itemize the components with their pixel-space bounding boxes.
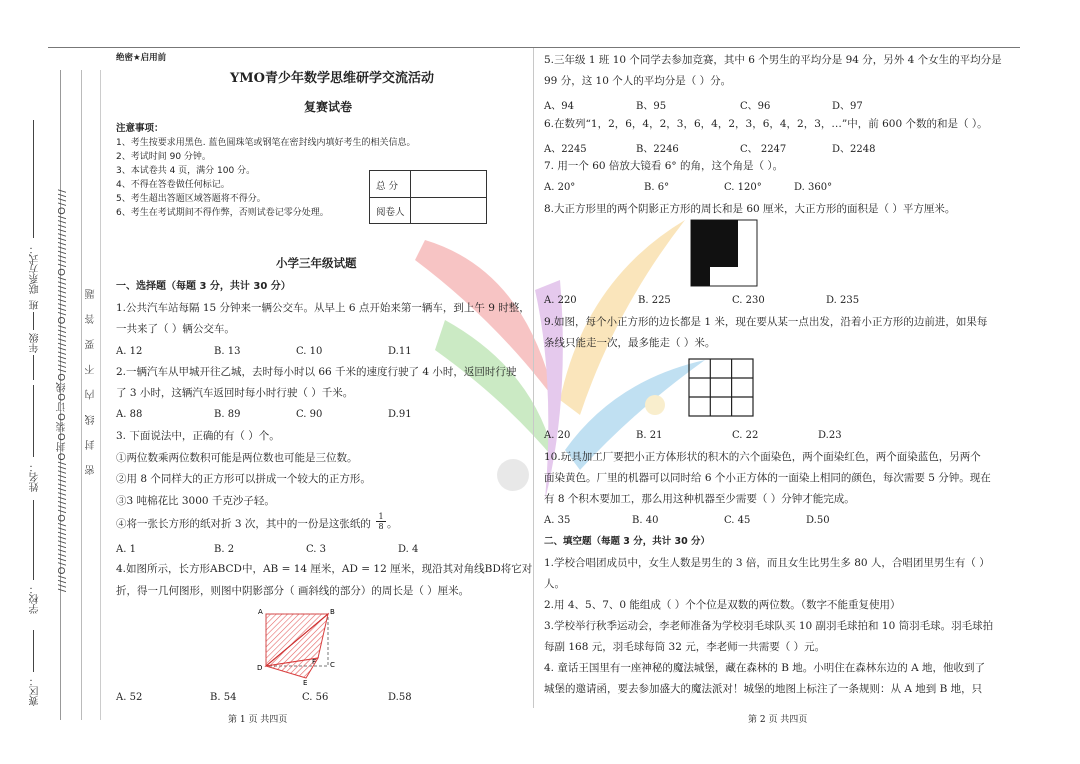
reviewer-cell[interactable]	[412, 198, 484, 222]
total-score-label: 总 分	[376, 181, 399, 192]
reviewer-label: 阅卷人	[376, 207, 405, 218]
part1-heading: 一、选择题（每题 3 分，共计 30 分）	[116, 281, 291, 292]
q3-option-d[interactable]: D. 4	[398, 544, 419, 555]
school-label: 学校：	[30, 584, 41, 614]
q10-option-d[interactable]: D.50	[806, 515, 830, 526]
fill-2: 2.用 4、5、7、0 能组成（ ）个个位是双数的两位数。（数字不能重复使用）	[544, 599, 901, 611]
notice-item: 4、不得在答卷做任何标记。	[116, 180, 230, 190]
q8-square-figure	[690, 219, 758, 287]
point-label-d: D	[257, 664, 263, 672]
q10-option-b[interactable]: B. 40	[632, 515, 659, 526]
q6-option-b[interactable]: B、2246	[636, 144, 679, 155]
notice-item: 2、考试时间 90 分钟。	[116, 152, 211, 162]
region-label: 赛区：	[30, 676, 41, 706]
q3-statement: ①两位数乘两位数积可能是两位数也可能是三位数。	[116, 452, 358, 464]
fraction-denominator: 8	[376, 521, 386, 531]
q2-option-c[interactable]: C. 90	[296, 409, 323, 420]
fill-1-line: 人。	[544, 578, 565, 590]
q3-option-a[interactable]: A. 1	[116, 544, 136, 555]
q3-option-c[interactable]: C. 3	[306, 544, 327, 555]
school-field[interactable]	[33, 500, 34, 580]
binding-line	[100, 70, 101, 720]
q7-option-a[interactable]: A. 20°	[544, 182, 576, 193]
question-2-line: 了 3 小时，这辆汽车返回时每小时行驶（ ）千米。	[116, 387, 354, 399]
secret-mark: 绝密★启用前	[116, 53, 167, 63]
q3-statement: ③3 吨棉花比 3000 千克沙子轻。	[116, 495, 275, 507]
contact-field[interactable]	[33, 120, 34, 238]
question-2-line: 2.一辆汽车从甲城开往乙城，去时每小时以 66 千米的速度行驶了 4 小时，返回时行驶	[116, 366, 517, 378]
q4-option-a[interactable]: A. 52	[116, 692, 143, 703]
page-footer-right: 第 2 页 共四页	[748, 715, 808, 725]
total-score-cell[interactable]	[412, 172, 484, 196]
question-5-line: 5.三年级 1 班 10 个同学去参加竞赛，其中 6 个男生的平均分是 94 分，另外 4 个女生的平均分是	[544, 54, 1002, 66]
score-divider	[410, 171, 411, 223]
question-10-line: 面染黄色。厂里的机器可以同时给 6 个小正方体的一面染上相同的颜色，每次需要 5 分钟。现在	[544, 472, 991, 484]
question-8: 8.大正方形里的两个阴影正方形的周长和是 60 厘米，大正方形的面积是（ ）平方厘米。	[544, 203, 956, 215]
q3-fraction	[376, 512, 386, 531]
grade-label: 年级	[30, 333, 41, 353]
exam-title: YMO青少年数学思维研学交流活动	[230, 71, 434, 86]
question-10-line: 有 8 个积木要加工，那么用这种机器至少需要（ ）分钟才能完成。	[544, 493, 855, 505]
q1-option-d[interactable]: D.11	[388, 346, 412, 357]
fill-3-line: 每副 168 元，羽毛球每筒 32 元，李老师一共需要（ ）元。	[544, 641, 826, 653]
class-field[interactable]	[33, 312, 34, 330]
q2-option-d[interactable]: D.91	[388, 409, 412, 420]
question-10-line: 10.玩具加工厂要把小正方体形状的积木的六个面染色，两个面染红色，两个面染蓝色，另两个	[544, 451, 981, 463]
exam-subtitle: 复赛试卷	[304, 100, 353, 114]
point-label-c: C	[330, 661, 335, 669]
grade-field[interactable]	[33, 355, 34, 380]
q10-option-a[interactable]: A. 35	[544, 515, 571, 526]
page-footer-left: 第 1 页 共四页	[228, 715, 288, 725]
name-label: 姓名：	[30, 462, 41, 492]
page-divider	[533, 48, 534, 708]
fill-4-line: 城堡的邀请函，要去参加盛大的魔法派对！城堡的地图上标注了一条规则：从 A 地到 B 地，只	[544, 683, 983, 695]
q3-end-mark: 。	[387, 518, 398, 530]
q6-option-c[interactable]: C、 2247	[740, 144, 787, 155]
q3-statement: ④将一张长方形的纸对折 3 次，其中的一份是这张纸的	[116, 518, 371, 530]
binding-line	[81, 70, 82, 720]
question-3-stem: 3. 下面说法中，正确的有（ ）个。	[116, 430, 280, 442]
q4-option-c[interactable]: C. 56	[302, 692, 329, 703]
name-field[interactable]	[33, 385, 34, 457]
question-6: 6.在数列“1，2，6，4，2，3，6，4，2，3，6，4，2，3，…”中，前 600 个数的和是（ ）。	[544, 118, 988, 130]
fill-3-line: 3.学校举行秋季运动会，李老师准备为学校羽毛球队买 10 副羽毛球拍和 10 筒羽毛球。羽毛球拍	[544, 620, 994, 632]
part2-heading: 二、填空题（每题 3 分，共计 30 分）	[544, 536, 711, 547]
notice-item: 3、本试卷共 4 页，满分 100 分。	[116, 166, 256, 176]
q6-option-d[interactable]: D、2248	[832, 144, 876, 155]
notice-item: 6、考生在考试期间不得作弊，否则试卷记零分处理。	[116, 208, 329, 218]
inner-notice: 密 封 线 内 不 要 答 题	[86, 282, 97, 475]
q6-option-a[interactable]: A、2245	[544, 144, 587, 155]
q7-option-c[interactable]: C. 120°	[724, 182, 762, 193]
fill-4-line: 4. 童话王国里有一座神秘的魔法城堡，藏在森林的 B 地。小明住在森林东边的 A 地，他收到了	[544, 662, 986, 674]
q8-option-c[interactable]: C. 230	[732, 295, 765, 306]
q4-figure	[252, 604, 352, 686]
question-7: 7. 用一个 60 倍放大镜看 6° 的角，这个角是（ ）。	[544, 160, 784, 172]
point-label-f: F	[312, 658, 317, 666]
q9-option-b[interactable]: B. 21	[636, 430, 663, 441]
q8-option-b[interactable]: B. 225	[638, 295, 671, 306]
q5-option-d[interactable]: D、97	[832, 101, 863, 112]
contact-label: 联系方式：	[30, 244, 41, 294]
q5-option-c[interactable]: C、96	[740, 101, 771, 112]
top-rule	[48, 47, 1020, 48]
notice-item: 5、考生超出答题区域答题将不得分。	[116, 194, 266, 204]
point-label-a: A	[258, 608, 263, 616]
question-4-line: 4.如图所示，长方形ABCD中，AB = 14 厘米，AD = 12 厘米，现沿其对角线BD将它对	[116, 563, 533, 575]
question-1-line: 一共来了（ ）辆公交车。	[116, 323, 235, 335]
q7-option-b[interactable]: B. 6°	[644, 182, 670, 193]
q2-option-b[interactable]: B. 89	[214, 409, 241, 420]
notice-heading: 注意事项：	[116, 123, 164, 134]
section-title: 小学三年级试题	[276, 256, 357, 270]
question-4-line: 折，得一几何图形，则图中阴影部分（ 画斜线的部分）的周长是（ ）厘米。	[116, 585, 470, 597]
q8-option-d[interactable]: D. 235	[826, 295, 860, 306]
q1-option-a[interactable]: A. 12	[116, 346, 143, 357]
score-table	[369, 170, 487, 224]
q5-option-b[interactable]: B、95	[636, 101, 667, 112]
q9-option-c[interactable]: C. 22	[732, 430, 759, 441]
question-1-line: 1.公共汽车站每隔 15 分钟来一辆公交车。从早上 6 点开始来第一辆车，到上午 9 时整，	[116, 302, 530, 314]
question-5-line: 99 分，这 10 个人的平均分是（ ）分。	[544, 75, 732, 87]
notice-item: 1、考生按要求用黑色. 蓝色圆珠笔或钢笔在密封线内填好考生的相关信息。	[116, 138, 416, 148]
q4-option-b[interactable]: B. 54	[210, 692, 237, 703]
q9-option-a[interactable]: A. 20	[544, 430, 571, 441]
fraction-numerator: 1	[378, 512, 384, 521]
q8-option-a[interactable]: A. 220	[544, 295, 577, 306]
point-label-b: B	[330, 608, 335, 616]
q2-option-a[interactable]: A. 88	[116, 409, 143, 420]
q7-option-d[interactable]: D. 360°	[794, 182, 833, 193]
q1-option-c[interactable]: C. 10	[296, 346, 323, 357]
q10-option-c[interactable]: C. 45	[724, 515, 751, 526]
q3-option-b[interactable]: B. 2	[214, 544, 235, 555]
point-label-e: E	[303, 679, 308, 686]
q1-option-b[interactable]: B. 13	[214, 346, 241, 357]
q5-option-a[interactable]: A、94	[544, 101, 574, 112]
question-9-line: 9.如图，每个小正方形的边长都是 1 米，现在要从某一点出发，沿着小正方形的边前进，如果每	[544, 316, 988, 328]
fill-1-line: 1.学校合唱团成员中，女生人数是男生的 3 倍，而且女生比男生多 80 人，合唱团里男生有（ ）	[544, 557, 990, 569]
class-label: 班	[30, 300, 41, 310]
q4-option-d[interactable]: D.58	[388, 692, 412, 703]
seal-line-text: ////O//////////O////////////O封O装O订O线O///////////O/////////O////////////O////	[57, 188, 68, 592]
q9-option-d[interactable]: D.23	[818, 430, 842, 441]
question-9-line: 条线只能走一次，最多能走（ ）米。	[544, 337, 716, 349]
q9-grid-figure	[688, 358, 754, 418]
q3-statement: ②用 8 个同样大的正方形可以拼成一个较大的正方形。	[116, 473, 371, 485]
region-field[interactable]	[33, 630, 34, 672]
